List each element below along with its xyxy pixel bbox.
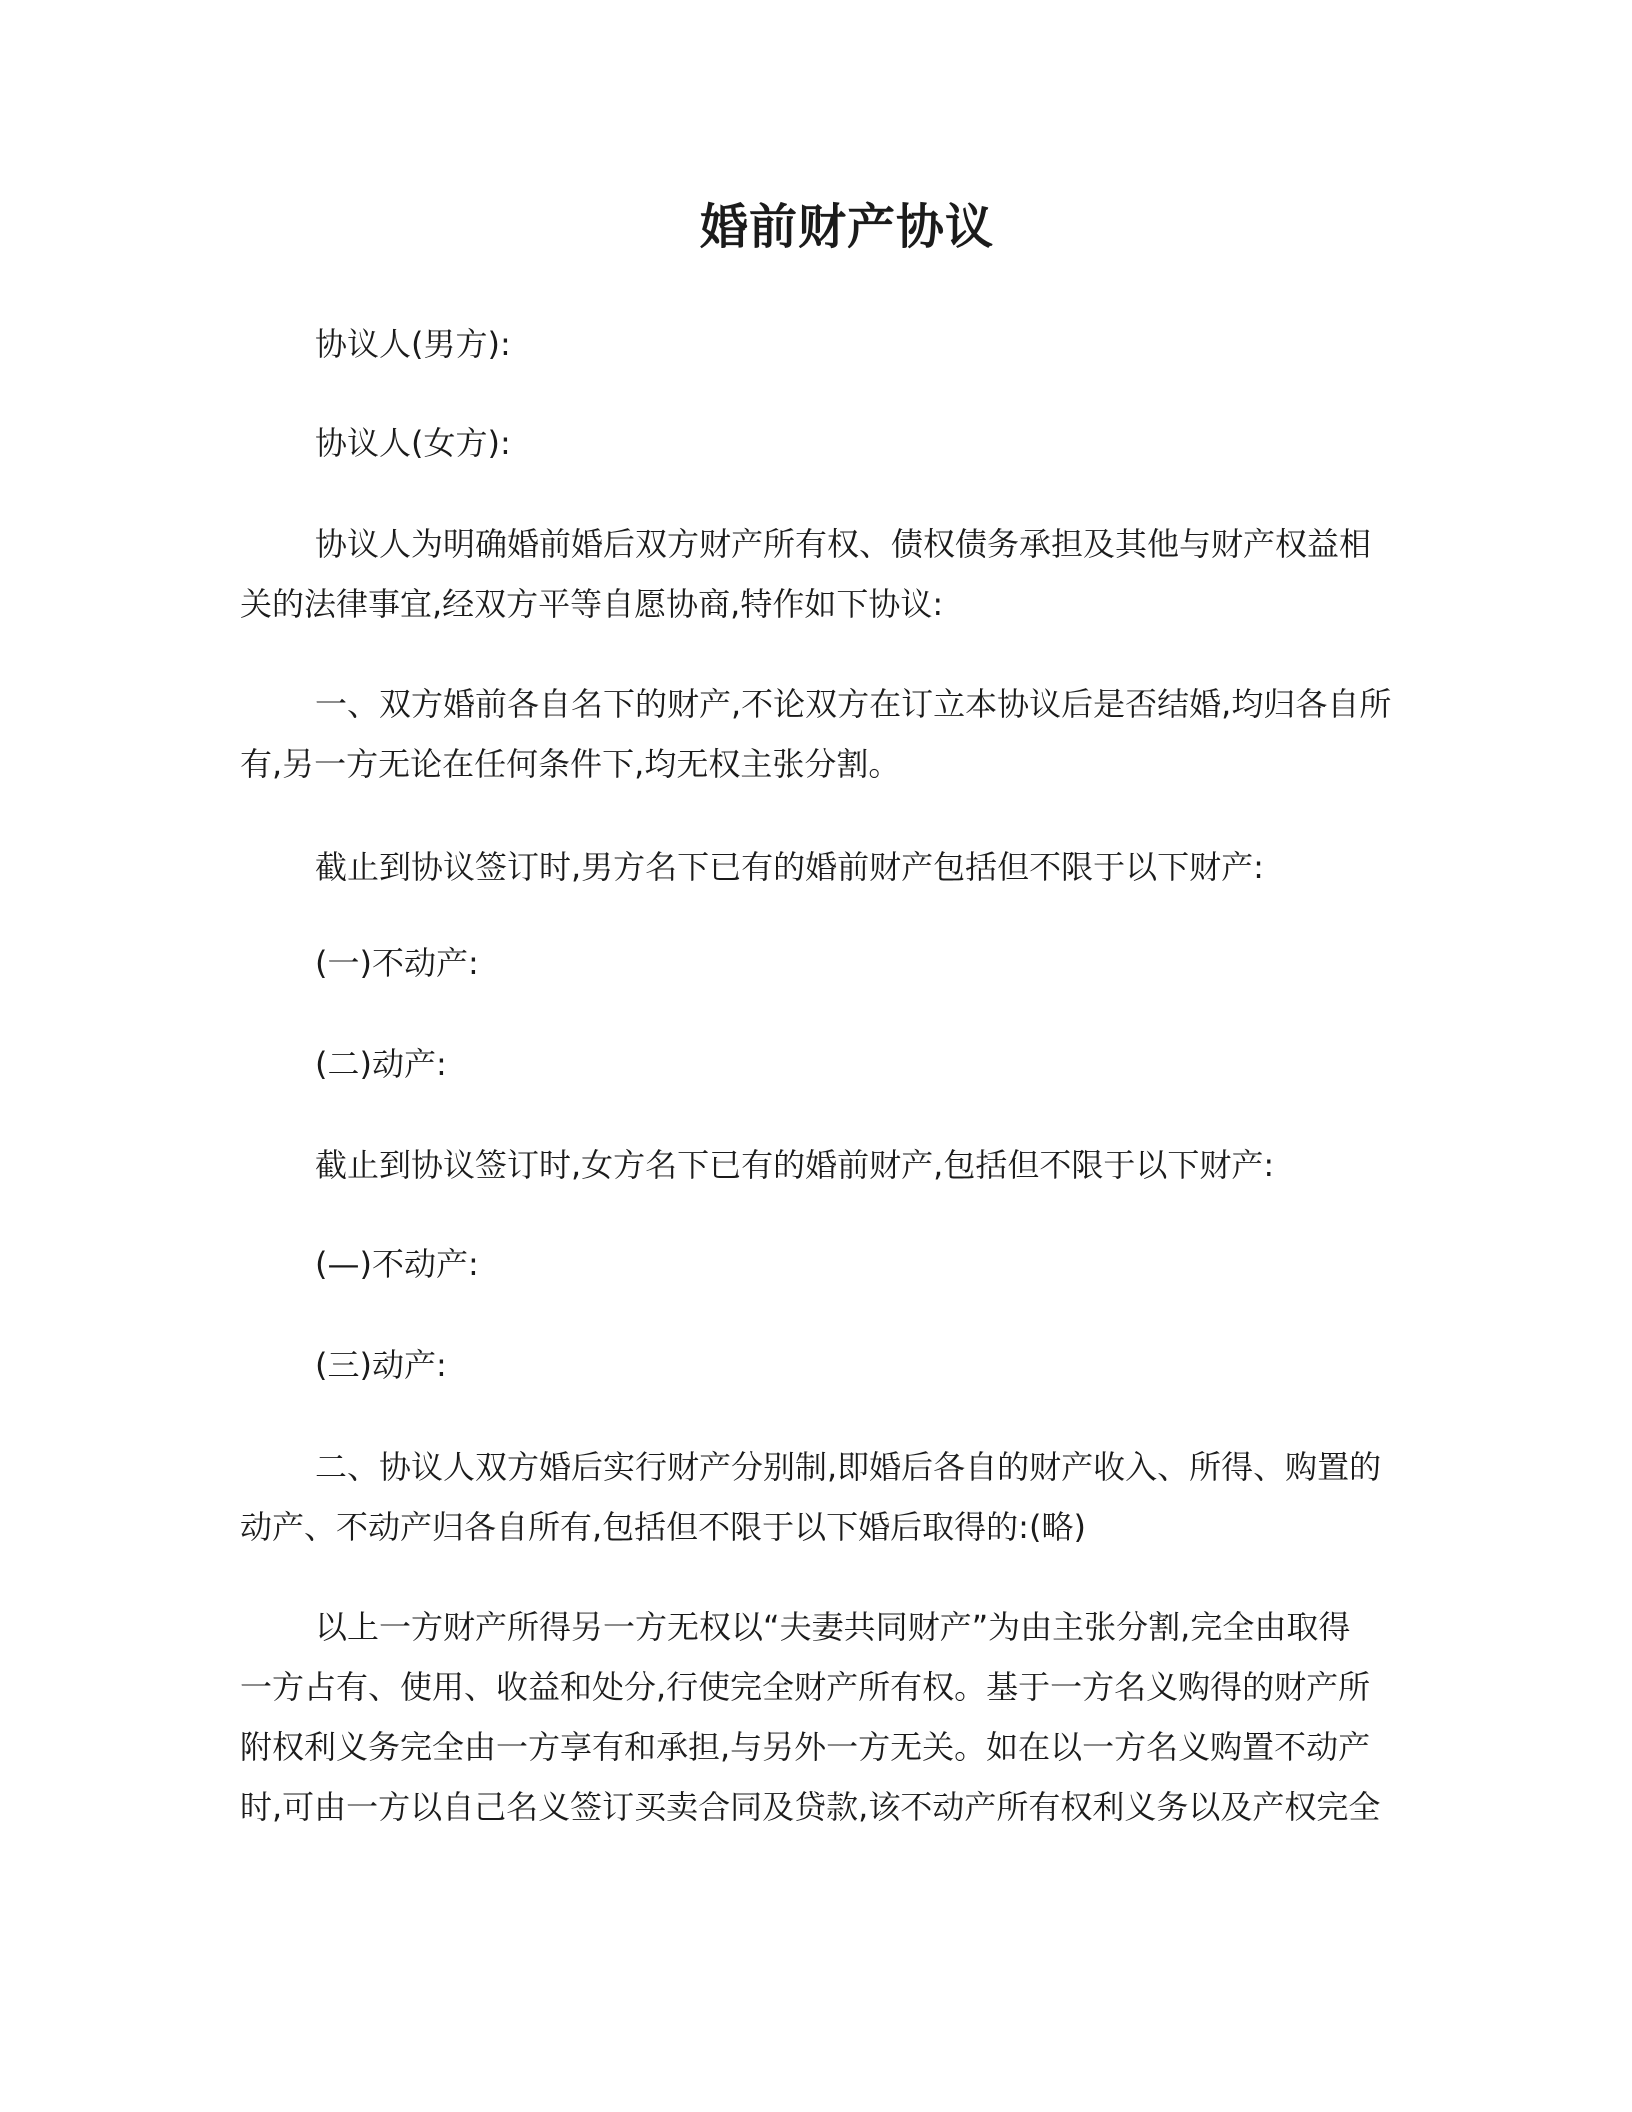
male-assets-intro-paragraph — [240, 837, 1440, 897]
separate-property-paragraph — [240, 1597, 1440, 1837]
clause-one-paragraph — [240, 674, 1440, 794]
preamble-paragraph — [240, 514, 1440, 634]
clause-two-paragraph — [240, 1437, 1440, 1557]
paragraph-line: 协议人(男方): — [315, 325, 511, 363]
paragraph-line: (一)不动产: — [315, 944, 479, 982]
document-title: 婚前财产协议 — [699, 199, 995, 255]
party-male-paragraph — [240, 314, 1440, 374]
female-movable-property-item — [240, 1335, 1440, 1395]
female-real-estate-item — [240, 1234, 1440, 1294]
paragraph-line: (二)动产: — [315, 1045, 447, 1083]
paragraph-line: (—)不动产: — [315, 1245, 479, 1283]
paragraph-line: 有,另一方无论在任何条件下,均无权主张分割。 — [240, 745, 901, 783]
female-assets-intro-paragraph — [240, 1135, 1440, 1195]
paragraph-line: 附权利义务完全由一方享有和承担,与另外一方无关。如在以一方名义购置不动产 — [240, 1728, 1371, 1766]
paragraph-line: (三)动产: — [315, 1346, 447, 1384]
paragraph-line: 二、协议人双方婚后实行财产分别制,即婚后各自的财产收入、所得、购置的 — [315, 1448, 1382, 1486]
male-movable-property-item — [240, 1034, 1440, 1094]
party-female-paragraph — [240, 413, 1440, 473]
male-real-estate-item — [240, 933, 1440, 993]
paragraph-line: 以上一方财产所得另一方无权以“夫妻共同财产”为由主张分割,完全由取得 — [315, 1608, 1351, 1646]
paragraph-line: 协议人为明确婚前婚后双方财产所有权、债权债务承担及其他与财产权益相 — [315, 525, 1372, 563]
paragraph-line: 截止到协议签订时,男方名下已有的婚前财产包括但不限于以下财产: — [315, 848, 1264, 886]
paragraph-line: 一方占有、使用、收益和处分,行使完全财产所有权。基于一方名义购得的财产所 — [240, 1668, 1371, 1706]
paragraph-line: 截止到协议签订时,女方名下已有的婚前财产,包括但不限于以下财产: — [315, 1146, 1275, 1184]
paragraph-line: 关的法律事宜,经双方平等自愿协商,特作如下协议: — [240, 585, 944, 623]
paragraph-line: 协议人(女方): — [315, 424, 511, 462]
paragraph-line: 一、双方婚前各自名下的财产,不论双方在订立本协议后是否结婚,均归各自所 — [315, 685, 1392, 723]
paragraph-line: 动产、不动产归各自所有,包括但不限于以下婚后取得的:(略) — [240, 1508, 1086, 1546]
paragraph-line: 时,可由一方以自己名义签订买卖合同及贷款,该不动产所有权利义务以及产权完全 — [240, 1788, 1381, 1826]
